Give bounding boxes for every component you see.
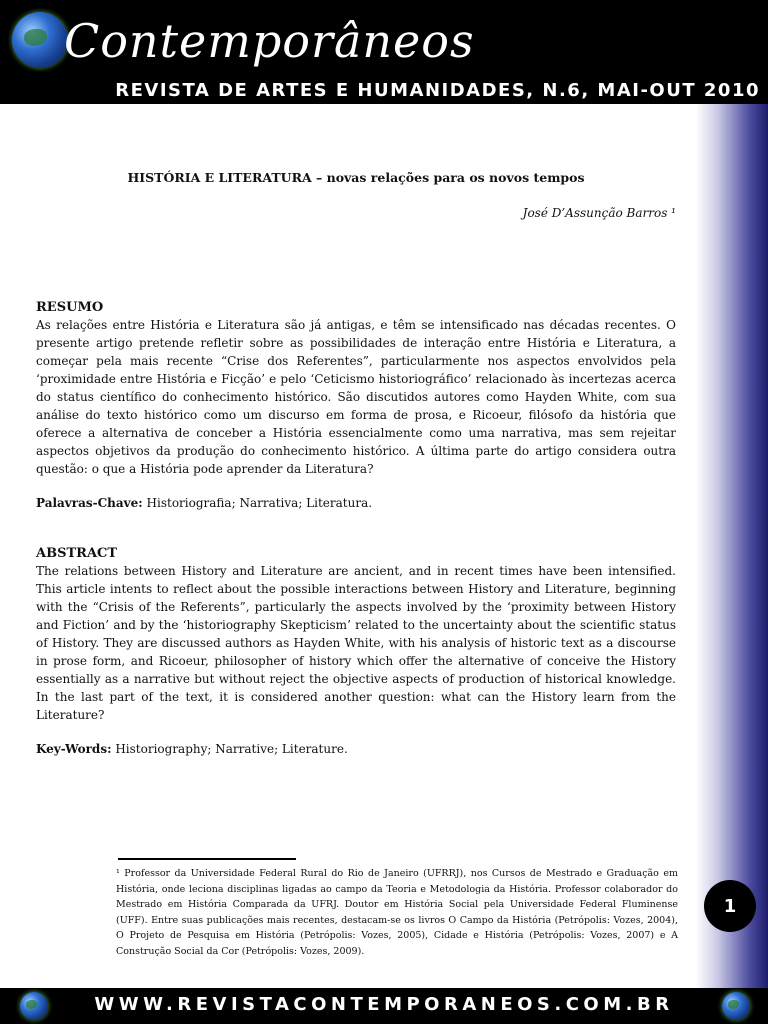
article-title: HISTÓRIA E LITERATURA – novas relações para os novos tempos [127, 170, 585, 185]
resumo-section [36, 300, 676, 512]
abstract-text: The relations between History and Literature are ancient, and in recent times have been intensified. This article intents to reflect about the possible interactions between History and Literature, beginning with the “Crisis of the Referents”, particularly the aspects involved by the ‘proximity between History and Fiction’ and by the ‘historiography Skepticism’ related to the uncertainty about the scientific status of History. They are discussed authors as Hayden White, with his analysis of historic text as a discourse in prose form, and Ricoeur, philosopher of history which offer the alternative of conceive the History essentially as a narrative but without reject the objective aspects of production of historical knowledge. In the last part of the text, it is considered another question: what can the History learn from the Literature? [36, 564, 676, 722]
abstract-section [36, 546, 676, 758]
decorative-side-bar [696, 104, 768, 988]
resumo-text: As relações entre História e Literatura são já antigas, e têm se intensificado nas décadas recentes. O presente artigo pretende refletir sobre as possibilidades de interação entre História e Literatura, a começar pela mais recente “Crise dos Referentes”, particularmente nos aspectos envolvidos pela ‘proximidade entre História e Ficção’ e pelo ‘Ceticismo historiográfico’ relacionado às incertezas acerca do status científico do conhecimento histórico. São discutidos autores como Hayden White, com sua análise do texto histórico como um discurso em forma de prosa, e Ricoeur, filósofo da história que oferece a alternativa de conceber a História essencialmente como uma narrativa, mas sem rejeitar aspectos objetivos da produção do conhecimento histórico. A última parte do artigo considera outra questão: o que a História pode aprender da Literatura? [36, 318, 676, 476]
globe-icon [12, 12, 68, 68]
journal-footer [0, 988, 768, 1024]
resumo-keywords-value: Historiografia; Narrativa; Literatura. [146, 496, 373, 510]
abstract-heading: ABSTRACT [36, 546, 118, 561]
footnote: ¹ Professor da Universidade Federal Rural do Rio de Janeiro (UFRRJ), nos Cursos de Mestrado e Graduação em História, onde leciona disciplinas ligadas ao campo da Teoria e Metodologia da História. Professor colaborador do Mestrado em História Comparada da UFRJ. Doutor em História Social pela Universidade Federal Fluminense (UFF). Entre suas publicações mais recentes, destacam-se os livros O Campo da História (Petrópolis: Vozes, 2004), O Projeto de Pesquisa em História (Petrópolis: Vozes, 2005), Cidade e História (Petrópolis: Vozes, 2007) e A Construção Social da Cor (Petrópolis: Vozes, 2009). [116, 868, 678, 957]
abstract-keywords-value: Historiography; Narrative; Literature. [115, 742, 348, 756]
journal-subtitle: REVISTA DE ARTES E HUMANIDADES, N.6, MAI-OUT 2010 [115, 80, 760, 101]
abstract-keywords-label: Key-Words: [36, 742, 112, 756]
globe-icon [722, 992, 750, 1020]
journal-header [0, 0, 768, 104]
resumo-keywords [36, 494, 676, 512]
journal-url[interactable]: WWW.REVISTACONTEMPORANEOS.COM.BR [94, 994, 674, 1015]
page-number: 1 [704, 880, 756, 932]
resumo-keywords-label: Palavras-Chave: [36, 496, 143, 510]
resumo-heading: RESUMO [36, 300, 104, 315]
article-author: José D’Assunção Barros ¹ [522, 206, 676, 220]
footnote-divider [118, 858, 296, 860]
journal-logo-text: Contemporâneos [64, 14, 475, 68]
abstract-keywords [36, 740, 676, 758]
